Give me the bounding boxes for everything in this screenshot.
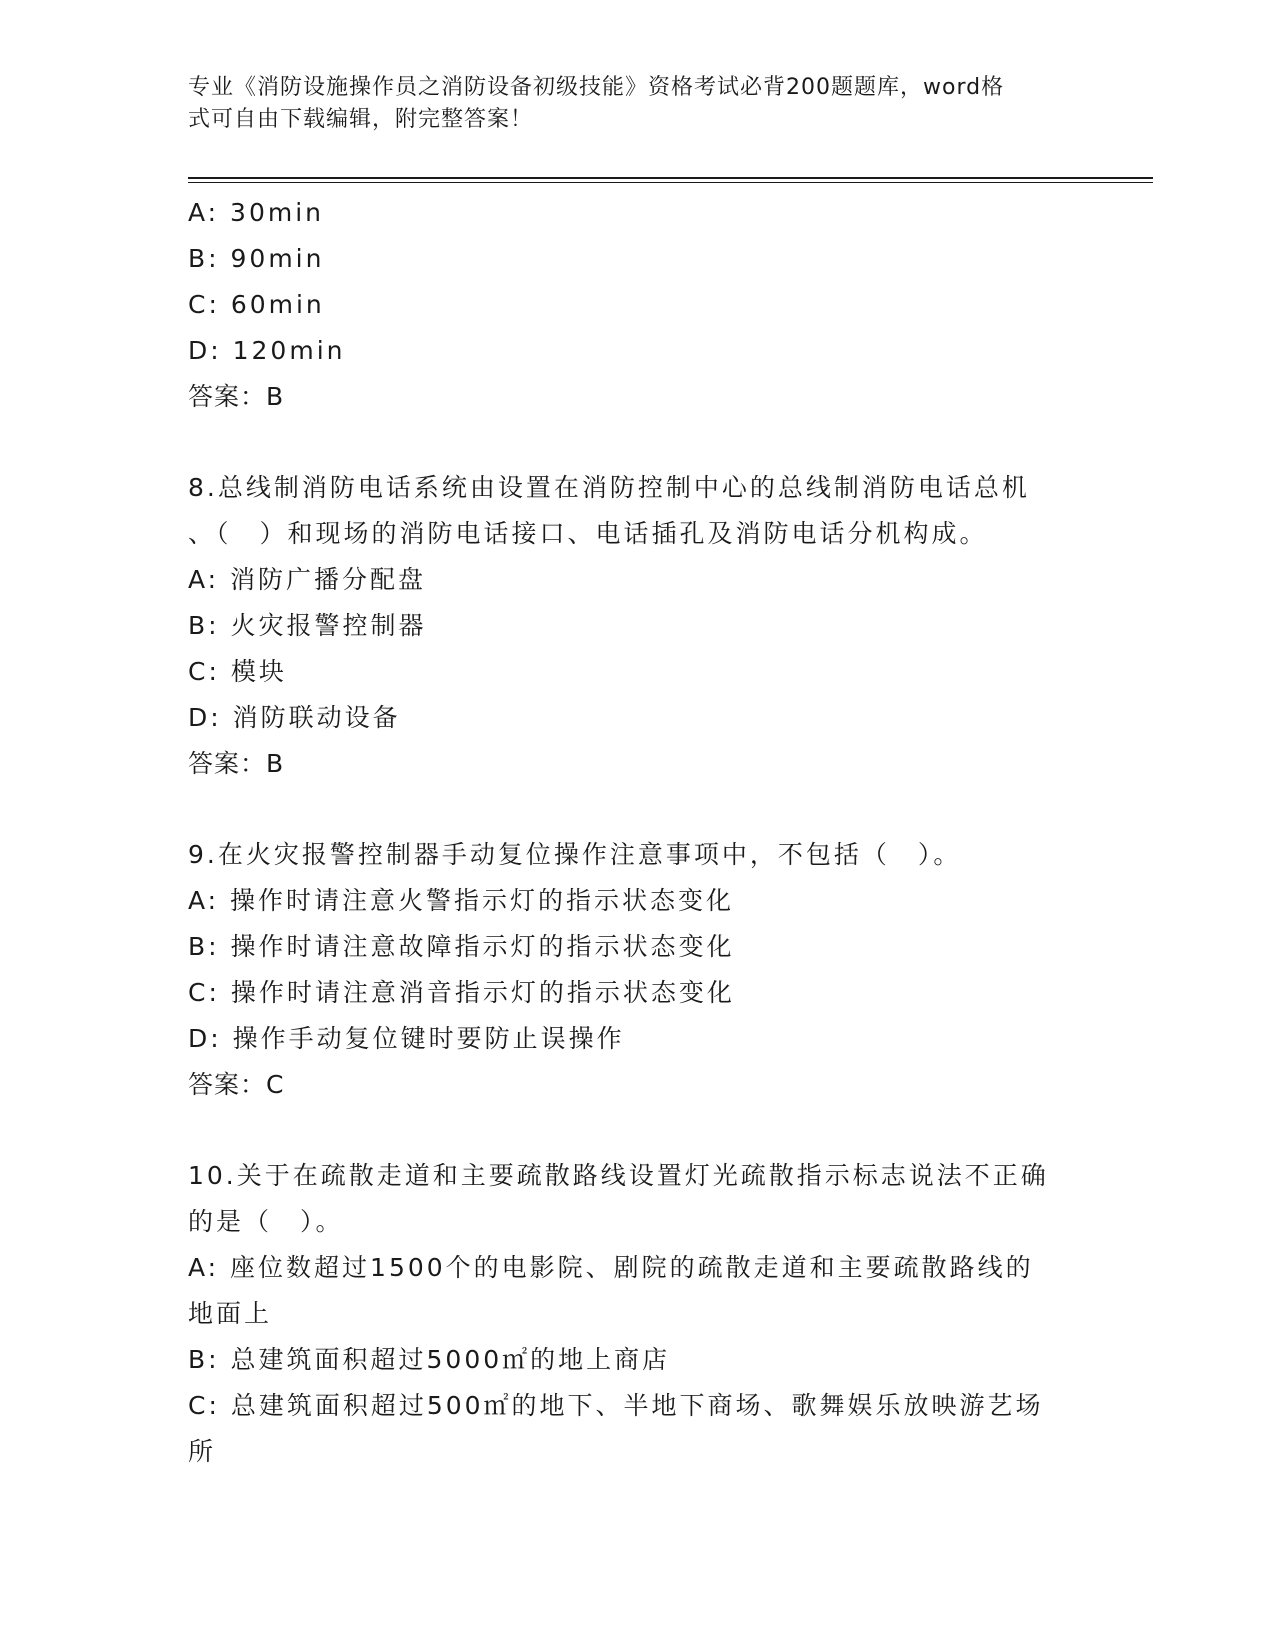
q8-stem-line-1: 8.总线制消防电话系统由设置在消防控制中心的总线制消防电话总机 [188,473,1030,502]
question-7-block [188,190,1088,420]
q9-answer: 答案：C [188,1070,285,1099]
q9-option-b: B: 操作时请注意故障指示灯的指示状态变化 [188,932,735,961]
question-10-block [188,1153,1088,1475]
q10-stem-line-2: 的是（ ）。 [188,1207,344,1236]
q9-option-c: C: 操作时请注意消音指示灯的指示状态变化 [188,978,735,1007]
header-divider [188,177,1153,179]
q8-answer: 答案：B [188,749,285,778]
header-line-1: 专业《消防设施操作员之消防设备初级技能》资格考试必背200题题库，word格 [188,75,1005,100]
q8-option-c: C: 模块 [188,657,287,686]
header-divider-thin [188,182,1153,183]
question-spacer [188,787,1088,832]
q7-option-a: A: 30min [188,198,324,227]
q8-option-a: A: 消防广播分配盘 [188,565,427,594]
q9-stem-line-1: 9.在火灾报警控制器手动复位操作注意事项中，不包括（ ）。 [188,840,962,869]
q8-option-d: D: 消防联动设备 [188,703,401,732]
q10-stem-line-1: 10.关于在疏散走道和主要疏散路线设置灯光疏散指示标志说法不正确 [188,1161,1049,1190]
q10-option-b: B: 总建筑面积超过5000㎡的地上商店 [188,1345,671,1374]
question-spacer [188,420,1088,465]
q8-stem-line-2: 、（ ）和现场的消防电话接口、电话插孔及消防电话分机构成。 [188,519,988,548]
question-spacer [188,1108,1088,1153]
question-content [188,190,1088,1475]
header-line-2: 式可自由下载编辑，附完整答案！ [188,107,534,132]
q10-option-c-line-1: C: 总建筑面积超过500㎡的地下、半地下商场、歌舞娱乐放映游艺场 [188,1391,1044,1420]
question-9-block [188,832,1088,1108]
q8-option-b: B: 火灾报警控制器 [188,611,427,640]
q10-option-a-line-2: 地面上 [188,1299,273,1328]
q9-option-a: A: 操作时请注意火警指示灯的指示状态变化 [188,886,735,915]
q9-option-d: D: 操作手动复位键时要防止误操作 [188,1024,625,1053]
document-header [188,72,1068,136]
q10-option-a-line-1: A: 座位数超过1500个的电影院、剧院的疏散走道和主要疏散路线的 [188,1253,1034,1282]
question-8-block [188,465,1088,787]
q10-option-c-line-2: 所 [188,1437,217,1466]
q7-option-d: D: 120min [188,336,346,365]
q7-option-b: B: 90min [188,244,325,273]
q7-answer: 答案：B [188,382,285,411]
q7-option-c: C: 60min [188,290,325,319]
